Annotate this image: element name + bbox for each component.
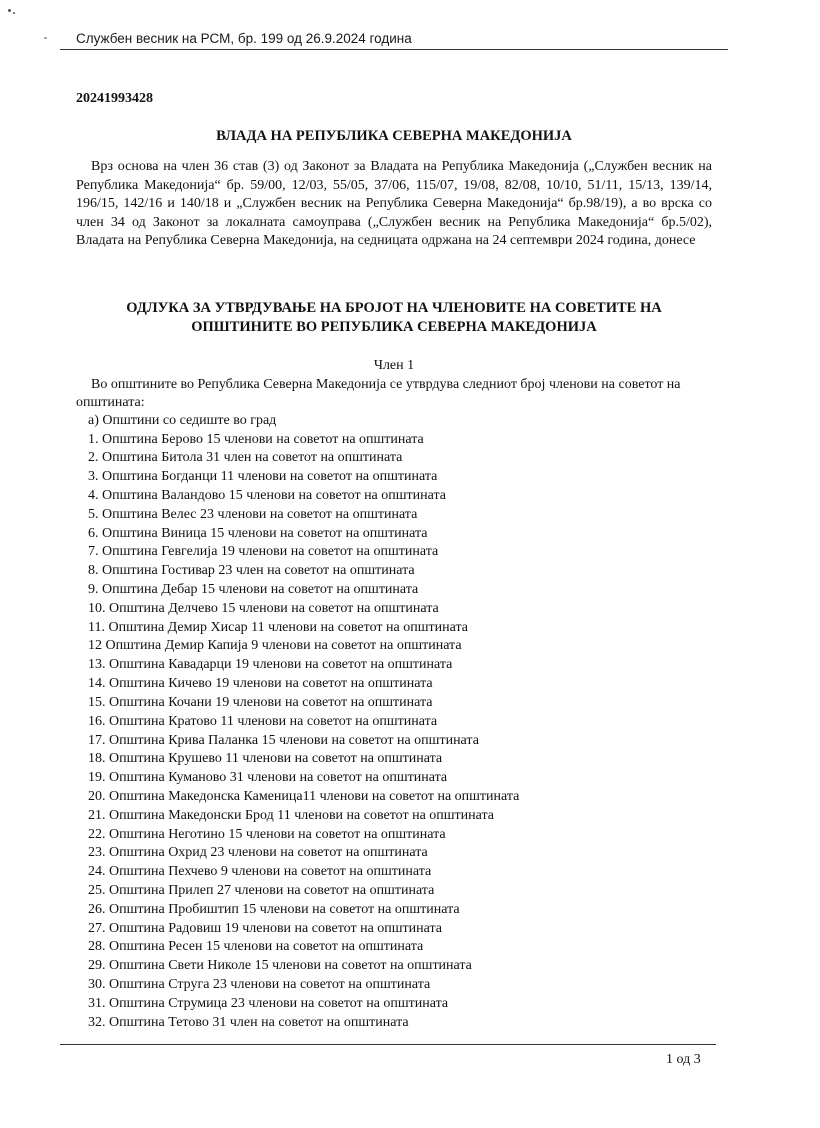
list-item: 14. Општина Кичево 19 членови на советот на општината [88, 676, 433, 692]
list-item: 2. Општина Битола 31 член на советот на општината [88, 450, 403, 466]
list-item: 22. Општина Неготино 15 членови на советот на општината [88, 826, 446, 842]
document-number: 20241993428 [76, 91, 153, 106]
list-subheading: а) Општини со седиште во град [88, 413, 277, 428]
preamble-paragraph: Врз основа на член 36 став (3) од Законот за Владата на Република Македонија („Службен весник на Република Македонија“ бр. 59/00, 12/03, 55/05, 37/06, 115/07, 19/08, 82/08, 10/10, 51/11, 15/13, 139/14, 196/15, 142/16 и 140/18 и „Службен весник на Република Северна Македонија“ бр.98/19), а во врска со член 34 од Законот за локалната самоуправа („Службен весник на Република Македонија“ бр.5/02), Владата на Република Северна Македонија, на седницата одржана на 24 септември 2024 година, донесе [76, 159, 712, 249]
list-item: 16. Општина Кратово 11 членови на советот на општината [88, 713, 438, 729]
list-item: 5. Општина Велес 23 членови на советот на општината [88, 506, 418, 522]
list-item: 15. Општина Кочани 19 членови на советот на општината [88, 694, 433, 710]
decision-title-line-2: ОПШТИНИТЕ ВО РЕПУБЛИКА СЕВЕРНА МАКЕДОНИЈА [191, 319, 597, 335]
scan-speck [44, 37, 47, 39]
list-item: 9. Општина Дебар 15 членови на советот на општината [88, 582, 419, 597]
article-intro: Во општините во Република Северна Македонија се утврдува следниот број членови на советот на општината: [76, 377, 681, 411]
list-item: 19. Општина Куманово 31 членови на советот на општината [88, 770, 448, 786]
list-item: 3. Општина Богданци 11 членови на советот на општината [88, 469, 438, 485]
list-item: 11. Општина Демир Хисар 11 членови на советот на општината [88, 619, 468, 635]
footer-rule [60, 1044, 716, 1045]
list-item: 4. Општина Валандово 15 членови на советот на општината [88, 487, 447, 503]
list-item: 7. Општина Гевгелија 19 членови на советот на општината [88, 544, 439, 560]
decision-title [76, 299, 712, 337]
list-item: 17. Општина Крива Паланка 15 членови на советот на општината [88, 732, 479, 748]
page-number: 1 од 3 [666, 1052, 701, 1067]
list-item: 25. Општина Прилеп 27 членови на советот на општината [88, 883, 435, 898]
list-item: 29. Општина Свети Николе 15 членови на советот на општината [88, 958, 472, 974]
list-item: 13. Општина Кавадарци 19 членови на советот на општината [88, 657, 453, 673]
list-item: 30. Општина Струга 23 членови на советот на општината [88, 977, 431, 993]
list-item: 6. Општина Виница 15 членови на советот на општината [88, 525, 428, 541]
list-item: 32. Општина Тетово 31 член на советот на општината [88, 1014, 409, 1030]
running-header: Службен весник на РСМ, бр. 199 од 26.9.2024 година [76, 31, 412, 46]
list-item: 21. Општина Македонски Брод 11 членови на советот на општината [88, 807, 495, 823]
list-item: 26. Општина Пробиштип 15 членови на советот на општината [88, 901, 460, 917]
header-rule [60, 49, 728, 50]
list-item: 10. Општина Делчево 15 членови на советот на општината [88, 600, 439, 616]
scan-speck [8, 9, 11, 12]
scan-speck [13, 12, 15, 14]
list-item: 23. Општина Охрид 23 членови на советот на општината [88, 845, 428, 861]
list-item: 1. Општина Берово 15 членови на советот на општината [88, 431, 424, 447]
list-item: 31. Општина Струмица 23 членови на советот на општината [88, 995, 449, 1011]
issuer-title: ВЛАДА НА РЕПУБЛИКА СЕВЕРНА МАКЕДОНИЈА [216, 128, 572, 144]
municipality-list [88, 431, 519, 1033]
list-item: 24. Општина Пехчево 9 членови на советот на општината [88, 864, 432, 880]
article-heading: Член 1 [373, 358, 415, 373]
list-item: 8. Општина Гостивар 23 член на советот на општината [88, 563, 415, 579]
list-item: 18. Општина Крушево 11 членови на советот на општината [88, 751, 443, 767]
list-item: 20. Општина Македонска Каменица11 членови на советот на општината [88, 788, 520, 804]
list-item: 12 Општина Демир Капија 9 членови на советот на општината [88, 638, 462, 654]
list-item: 27. Општина Радовиш 19 членови на советот на општината [88, 920, 443, 936]
list-item: 28. Општина Ресен 15 членови на советот на општината [88, 939, 424, 955]
decision-title-line-1: ОДЛУКА ЗА УТВРДУВАЊЕ НА БРОЈОТ НА ЧЛЕНОВИТЕ НА СОВЕТИТЕ НА [126, 300, 662, 316]
